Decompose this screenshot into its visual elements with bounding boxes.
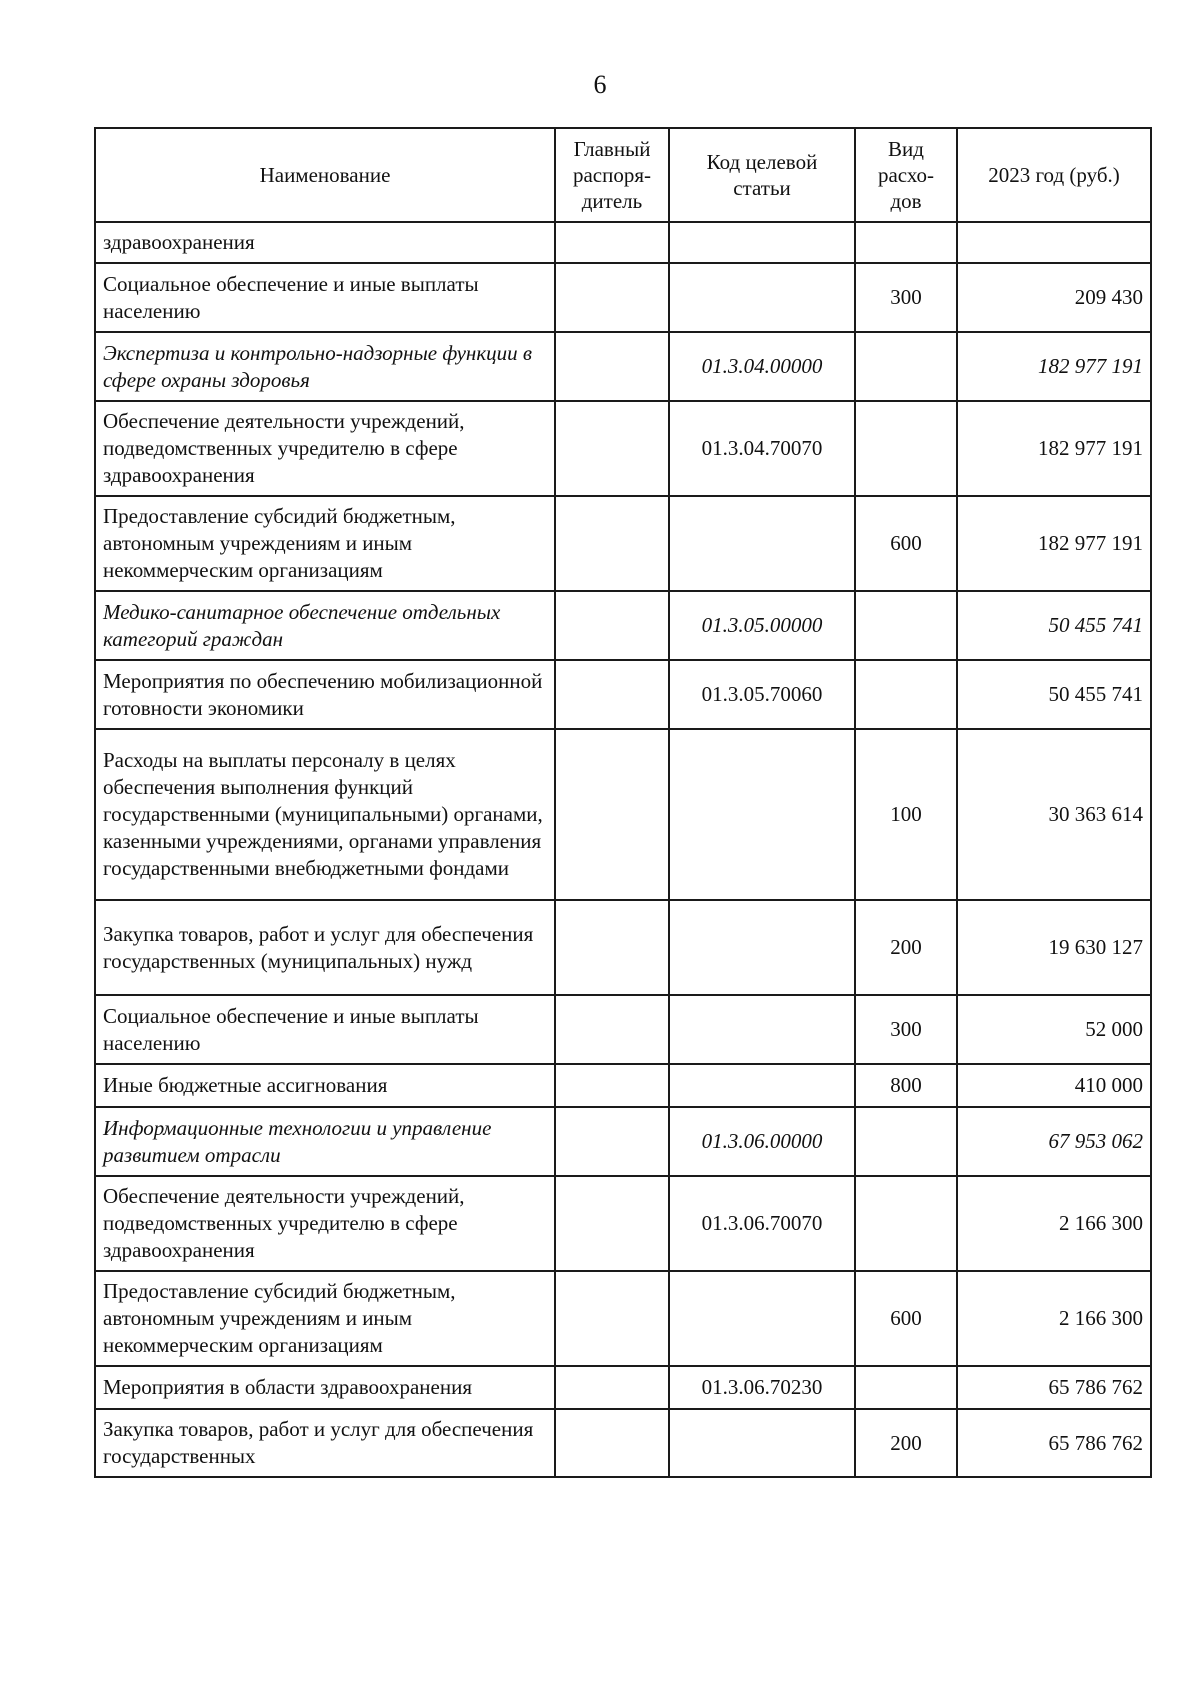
cell-main-manager: [555, 1409, 669, 1477]
table-row: [95, 1064, 1151, 1107]
page-number: 6: [593, 70, 607, 99]
cell-main-manager: [555, 496, 669, 591]
cell-main-manager: [555, 1107, 669, 1176]
cell-expense-type: 300: [855, 263, 957, 332]
table-row: [95, 1271, 1151, 1366]
cell-target-code: [669, 1271, 855, 1366]
cell-main-manager: [555, 591, 669, 660]
cell-amount: 52 000: [957, 995, 1151, 1064]
cell-target-code: [669, 900, 855, 995]
table-row: [95, 1366, 1151, 1409]
table-row: [95, 1176, 1151, 1271]
cell-target-code: 01.3.06.70070: [669, 1176, 855, 1271]
table-row: [95, 729, 1151, 900]
cell-name: Обеспечение деятельности учреждений, подведомственных учредителю в сфере здравоохранения: [95, 1176, 555, 1271]
cell-target-code: 01.3.05.00000: [669, 591, 855, 660]
cell-name: Иные бюджетные ассигнования: [95, 1064, 555, 1107]
cell-name: Мероприятия в области здравоохранения: [95, 1366, 555, 1409]
cell-target-code: [669, 1064, 855, 1107]
header-target-code-label: Код целевой статьи: [706, 150, 818, 200]
cell-expense-type: [855, 660, 957, 729]
cell-amount: 182 977 191: [957, 332, 1151, 401]
cell-main-manager: [555, 1176, 669, 1271]
cell-expense-type: 100: [855, 729, 957, 900]
cell-expense-type: [855, 332, 957, 401]
cell-target-code: [669, 496, 855, 591]
cell-amount: 182 977 191: [957, 401, 1151, 496]
cell-expense-type: 600: [855, 1271, 957, 1366]
header-expense-type: [855, 128, 957, 222]
cell-amount: 50 455 741: [957, 660, 1151, 729]
cell-target-code: [669, 729, 855, 900]
header-year-2023-label: 2023 год (руб.): [988, 163, 1120, 187]
cell-main-manager: [555, 660, 669, 729]
table-row: [95, 401, 1151, 496]
cell-name: Предоставление субсидий бюджетным, автономным учреждениям и иным некоммерческим организациям: [95, 1271, 555, 1366]
cell-target-code: [669, 263, 855, 332]
cell-amount: 67 953 062: [957, 1107, 1151, 1176]
cell-amount: 65 786 762: [957, 1366, 1151, 1409]
budget-table: [94, 127, 1152, 1478]
cell-target-code: [669, 995, 855, 1064]
cell-main-manager: [555, 995, 669, 1064]
cell-name: Обеспечение деятельности учреждений, подведомственных учредителю в сфере здравоохранения: [95, 401, 555, 496]
cell-main-manager: [555, 1366, 669, 1409]
table-body: [95, 222, 1151, 1477]
cell-expense-type: [855, 401, 957, 496]
cell-expense-type: 800: [855, 1064, 957, 1107]
cell-expense-type: [855, 222, 957, 263]
cell-main-manager: [555, 1271, 669, 1366]
cell-target-code: 01.3.04.00000: [669, 332, 855, 401]
table-row: [95, 591, 1151, 660]
cell-main-manager: [555, 401, 669, 496]
cell-name: Информационные технологии и управление развитием отрасли: [95, 1107, 555, 1176]
header-target-code: [669, 128, 855, 222]
cell-target-code: 01.3.06.00000: [669, 1107, 855, 1176]
cell-amount: 50 455 741: [957, 591, 1151, 660]
cell-amount: 19 630 127: [957, 900, 1151, 995]
cell-expense-type: [855, 1107, 957, 1176]
header-name: [95, 128, 555, 222]
table-row: [95, 1107, 1151, 1176]
cell-amount: 209 430: [957, 263, 1151, 332]
cell-name: здравоохранения: [95, 222, 555, 263]
header-year-2023: [957, 128, 1151, 222]
cell-amount: [957, 222, 1151, 263]
table-row: [95, 222, 1151, 263]
table-header: [95, 128, 1151, 222]
cell-main-manager: [555, 332, 669, 401]
cell-expense-type: [855, 1366, 957, 1409]
header-name-label: Наименование: [259, 163, 391, 187]
cell-name: Социальное обеспечение и иные выплаты населению: [95, 995, 555, 1064]
cell-target-code: 01.3.05.70060: [669, 660, 855, 729]
cell-amount: 410 000: [957, 1064, 1151, 1107]
table-row: [95, 1409, 1151, 1477]
cell-amount: 30 363 614: [957, 729, 1151, 900]
cell-main-manager: [555, 263, 669, 332]
cell-name: Предоставление субсидий бюджетным, автономным учреждениям и иным некоммерческим организациям: [95, 496, 555, 591]
table-row: [95, 995, 1151, 1064]
cell-main-manager: [555, 222, 669, 263]
cell-name: Расходы на выплаты персоналу в целях обеспечения выполнения функций государственными (муниципальными) органами, казенными учреждениями, органами управления государственными внебюджетными фондами: [95, 729, 555, 900]
cell-target-code: [669, 222, 855, 263]
header-expense-type-label: Вид расхо-дов: [877, 137, 935, 213]
table-row: [95, 900, 1151, 995]
cell-expense-type: 200: [855, 1409, 957, 1477]
cell-main-manager: [555, 1064, 669, 1107]
header-main-manager: [555, 128, 669, 222]
cell-expense-type: [855, 1176, 957, 1271]
cell-expense-type: [855, 591, 957, 660]
cell-main-manager: [555, 900, 669, 995]
cell-name: Экспертиза и контрольно-надзорные функции в сфере охраны здоровья: [95, 332, 555, 401]
cell-target-code: [669, 1409, 855, 1477]
table-row: [95, 660, 1151, 729]
cell-expense-type: 600: [855, 496, 957, 591]
table-row: [95, 332, 1151, 401]
header-main-manager-label: Главный распоря-дитель: [572, 137, 652, 213]
cell-expense-type: 300: [855, 995, 957, 1064]
cell-amount: 2 166 300: [957, 1271, 1151, 1366]
cell-target-code: 01.3.04.70070: [669, 401, 855, 496]
cell-amount: 2 166 300: [957, 1176, 1151, 1271]
cell-main-manager: [555, 729, 669, 900]
cell-name: Закупка товаров, работ и услуг для обеспечения государственных: [95, 1409, 555, 1477]
cell-target-code: 01.3.06.70230: [669, 1366, 855, 1409]
cell-name: Социальное обеспечение и иные выплаты населению: [95, 263, 555, 332]
cell-amount: 182 977 191: [957, 496, 1151, 591]
table-row: [95, 496, 1151, 591]
cell-name: Закупка товаров, работ и услуг для обеспечения государственных (муниципальных) нужд: [95, 900, 555, 995]
cell-name: Медико-санитарное обеспечение отдельных категорий граждан: [95, 591, 555, 660]
cell-name: Мероприятия по обеспечению мобилизационной готовности экономики: [95, 660, 555, 729]
table-row: [95, 263, 1151, 332]
cell-expense-type: 200: [855, 900, 957, 995]
cell-amount: 65 786 762: [957, 1409, 1151, 1477]
